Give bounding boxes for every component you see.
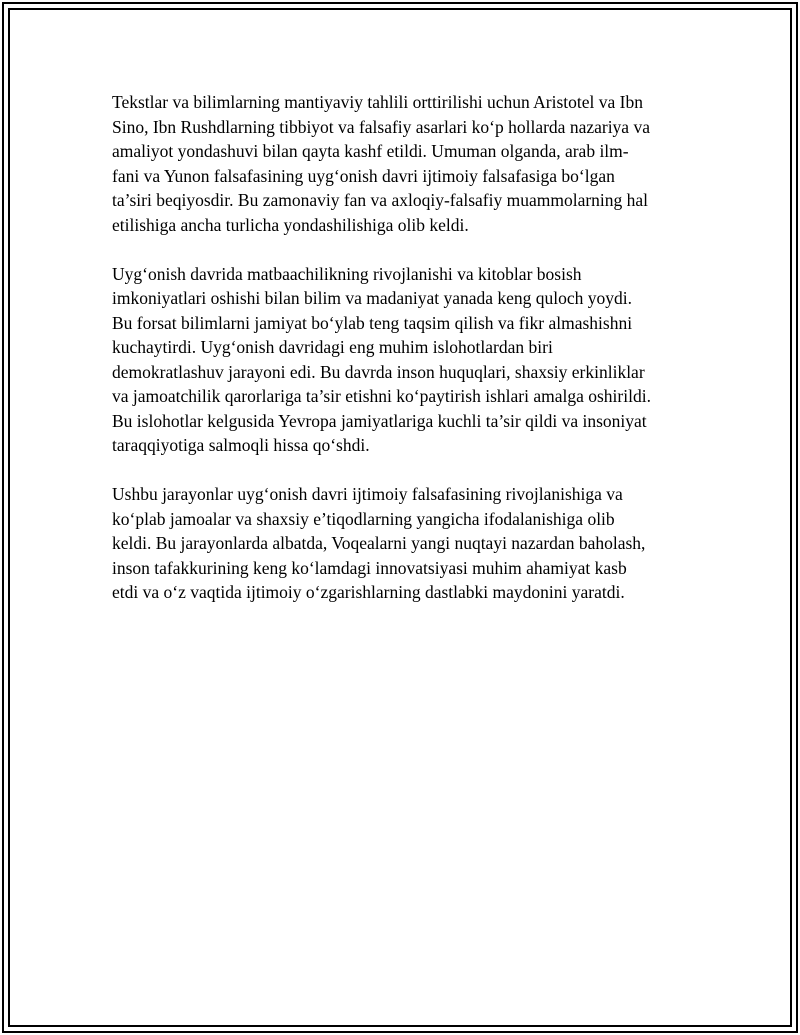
paragraph-line: keldi. Bu jarayonlarda albatda, Voqealarni yangi nuqtayi nazardan baholash, <box>112 533 646 553</box>
paragraph-3 <box>112 482 688 605</box>
paragraph-line: Tekstlar va bilimlarning mantiyaviy tahlili orttirilishi uchun Aristotel va Ibn <box>112 92 643 112</box>
paragraph-1 <box>112 90 688 237</box>
paragraph-line: Uyg‘onish davrida matbaachilikning rivojlanishi va kitoblar bosish <box>112 263 582 284</box>
document-body <box>112 90 688 629</box>
paragraph-line: ta’siri beqiyosdir. Bu zamonaviy fan va axloqiy-falsafiy muammolarning hal <box>112 190 649 210</box>
paragraph-line: va jamoatchilik qarorlariga ta’sir etishni ko‘paytirish ishlari amalga oshirildi. <box>112 386 651 406</box>
paragraph-line: amaliyot yondashuvi bilan qayta kashf etildi. Umuman olganda, arab ilm- <box>112 141 629 161</box>
paragraph-line: etdi va o‘z vaqtida ijtimoiy o‘zgarishlarning dastlabki maydonini yaratdi. <box>112 582 625 602</box>
paragraph-line: Ushbu jarayonlar uyg‘onish davri ijtimoiy falsafasining rivojlanishiga va <box>112 484 623 504</box>
paragraph-line: fani va Yunon falsafasining uyg‘onish davri ijtimoiy falsafasiga bo‘lgan <box>112 165 615 186</box>
paragraph-line: demokratlashuv jarayoni edi. Bu davrda inson huquqlari, shaxsiy erkinliklar <box>112 361 645 382</box>
paragraph-line: kuchaytirdi. Uyg‘onish davridagi eng muhim islohotlardan biri <box>112 337 553 357</box>
paragraph-line: Bu islohotlar kelgusida Yevropa jamiyatlariga kuchli ta’sir qildi va insoniyat <box>112 410 647 431</box>
paragraph-line: taraqqiyotiga salmoqli hissa qo‘shdi. <box>112 435 370 455</box>
paragraph-line: ko‘plab jamoalar va shaxsiy e’tiqodlarning yangicha ifodalanishiga olib <box>112 508 615 529</box>
paragraph-line: Sino, Ibn Rushdlarning tibbiyot va falsafiy asarlari ko‘p hollarda nazariya va <box>112 116 650 137</box>
paragraph-line: imkoniyatlari oshishi bilan bilim va madaniyat yanada keng quloch yoydi. <box>112 288 633 308</box>
paragraph-line: inson tafakkurining keng ko‘lamdagi innovatsiyasi muhim ahamiyat kasb <box>112 557 627 578</box>
paragraph-2 <box>112 262 688 458</box>
paragraph-line: etilishiga ancha turlicha yondashilishiga olib keldi. <box>112 214 469 235</box>
paragraph-line: Bu forsat bilimlarni jamiyat bo‘ylab teng taqsim qilish va fikr almashishni <box>112 312 633 333</box>
